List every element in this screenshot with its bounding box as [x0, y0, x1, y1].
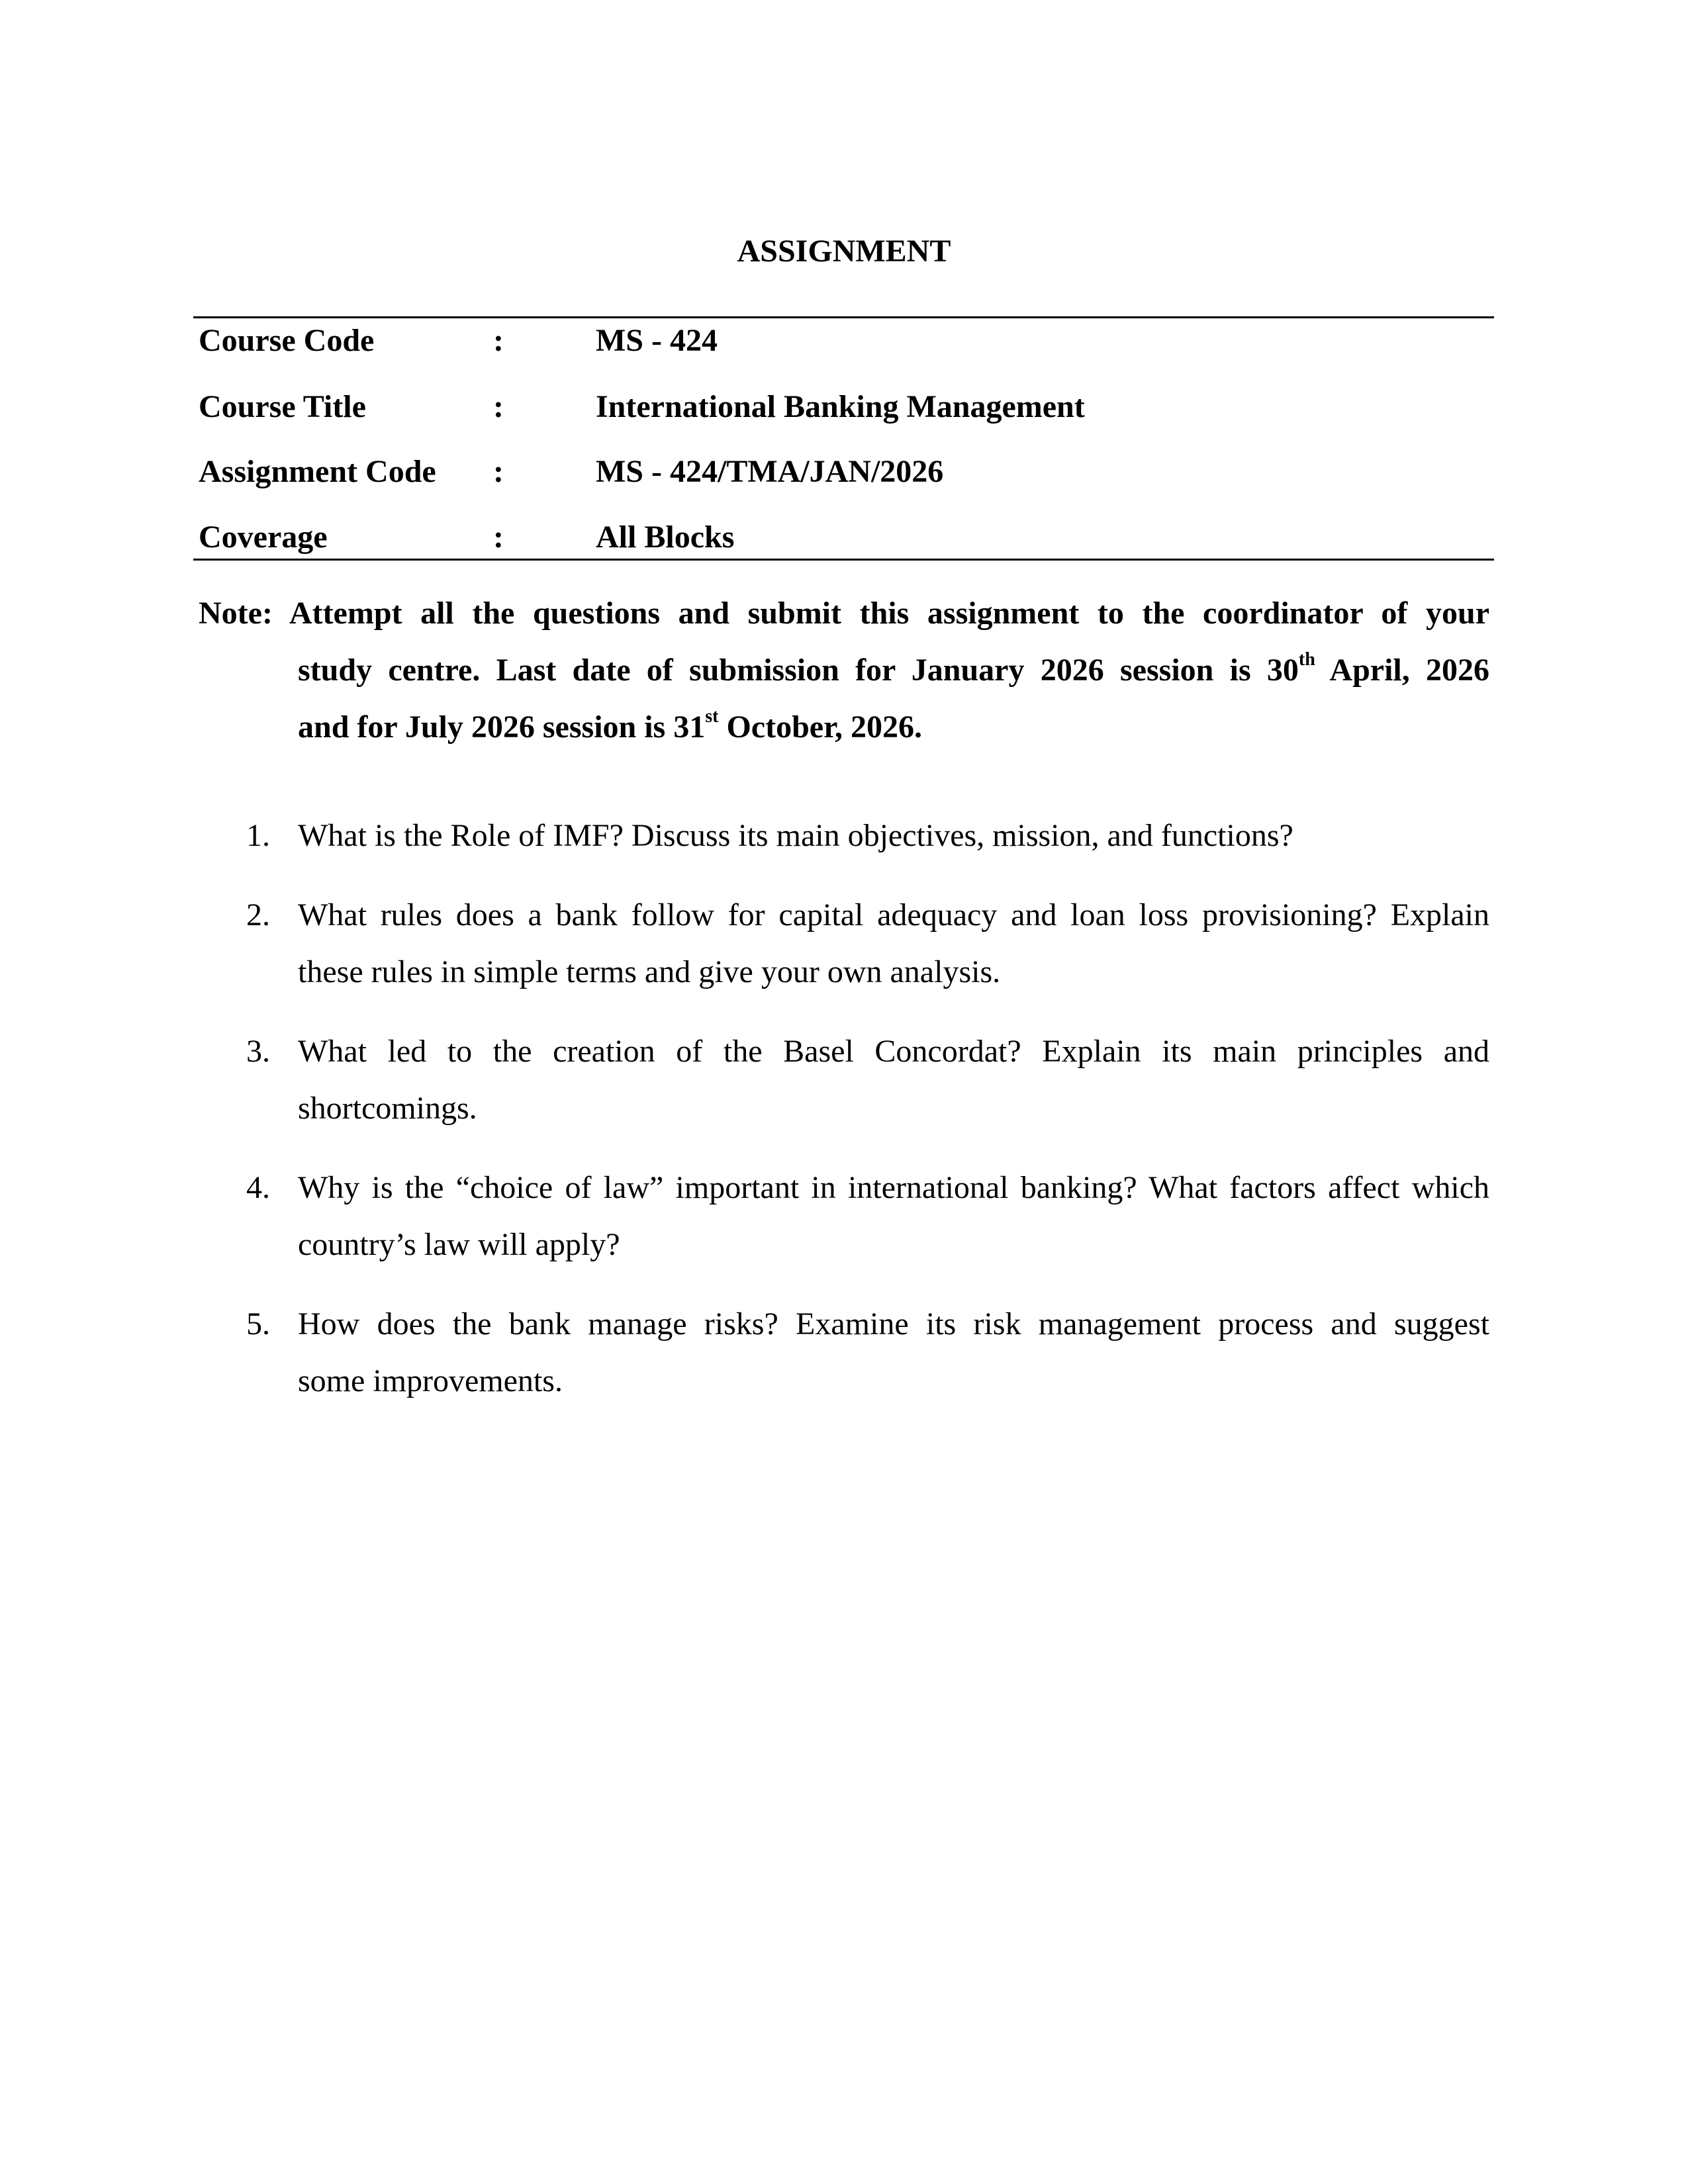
assignment-code-colon: :: [493, 454, 504, 489]
question-item: [199, 887, 1489, 1001]
question-text: [298, 807, 1489, 864]
note-line-3-superscript: st: [705, 706, 719, 727]
assignment-code-label: Assignment Code: [199, 454, 436, 489]
question-line: How does the bank manage risks? Examine its risk management process and suggest: [298, 1306, 1489, 1342]
question-line: shortcomings.: [298, 1091, 477, 1126]
table-top-rule: [193, 316, 1494, 318]
course-title-row: [199, 386, 1489, 428]
note-line-2-superscript: th: [1298, 649, 1315, 670]
question-text: [298, 1296, 1489, 1410]
note-line-2-text: study centre. Last date of submission for January 2026 session is 30: [298, 653, 1299, 688]
course-title-value: International Banking Management: [596, 389, 1085, 424]
course-title-label: Course Title: [199, 389, 366, 424]
course-title-colon: :: [493, 389, 504, 424]
note-line-3-text: and for July 2026 session is 31: [298, 709, 706, 745]
course-code-value: MS - 424: [596, 323, 718, 358]
table-bottom-rule: [193, 559, 1494, 561]
course-code-label: Course Code: [199, 323, 375, 358]
coverage-value: All Blocks: [596, 520, 735, 555]
question-text: [298, 1023, 1489, 1137]
note-line-1: Note: Attempt all the questions and submit this assignment to the coordinator of your: [199, 596, 1489, 631]
coverage-row: [199, 516, 1489, 559]
question-line: some improvements.: [298, 1363, 563, 1398]
question-number: 5.: [246, 1306, 270, 1342]
coverage-label: Coverage: [199, 520, 328, 555]
question-line: these rules in simple terms and give your own analysis.: [298, 954, 1001, 989]
question-number: 2.: [246, 897, 270, 933]
question-line: What rules does a bank follow for capital adequacy and loan loss provisioning? Explain: [298, 897, 1489, 933]
note-line-3: [298, 699, 1489, 756]
course-code-colon: :: [493, 323, 504, 358]
question-text: [298, 887, 1489, 1001]
note-line-3-tail: October, 2026.: [718, 709, 922, 745]
note-line-2-tail: April, 2026: [1315, 653, 1490, 688]
course-code-row: [199, 320, 1489, 362]
coverage-colon: :: [493, 520, 504, 555]
question-number: 3.: [246, 1034, 270, 1069]
question-line: What led to the creation of the Basel Concordat? Explain its main principles and: [298, 1034, 1489, 1069]
question-list: [199, 807, 1489, 1432]
question-item: [199, 1160, 1489, 1273]
question-number: 1.: [246, 818, 270, 853]
note-line-2: [298, 642, 1489, 699]
question-number: 4.: [246, 1170, 270, 1205]
page-title: ASSIGNMENT: [737, 234, 951, 269]
assignment-code-value: MS - 424/TMA/JAN/2026: [596, 454, 944, 489]
assignment-code-row: [199, 451, 1489, 493]
question-line: country’s law will apply?: [298, 1227, 620, 1262]
question-text: [298, 1160, 1489, 1273]
submission-note: [199, 585, 1489, 756]
question-item: [199, 807, 1489, 864]
question-item: [199, 1296, 1489, 1410]
question-item: [199, 1023, 1489, 1137]
question-line: Why is the “choice of law” important in international banking? What factors affect which: [298, 1170, 1489, 1205]
question-line: What is the Role of IMF? Discuss its main objectives, mission, and functions?: [298, 818, 1293, 853]
